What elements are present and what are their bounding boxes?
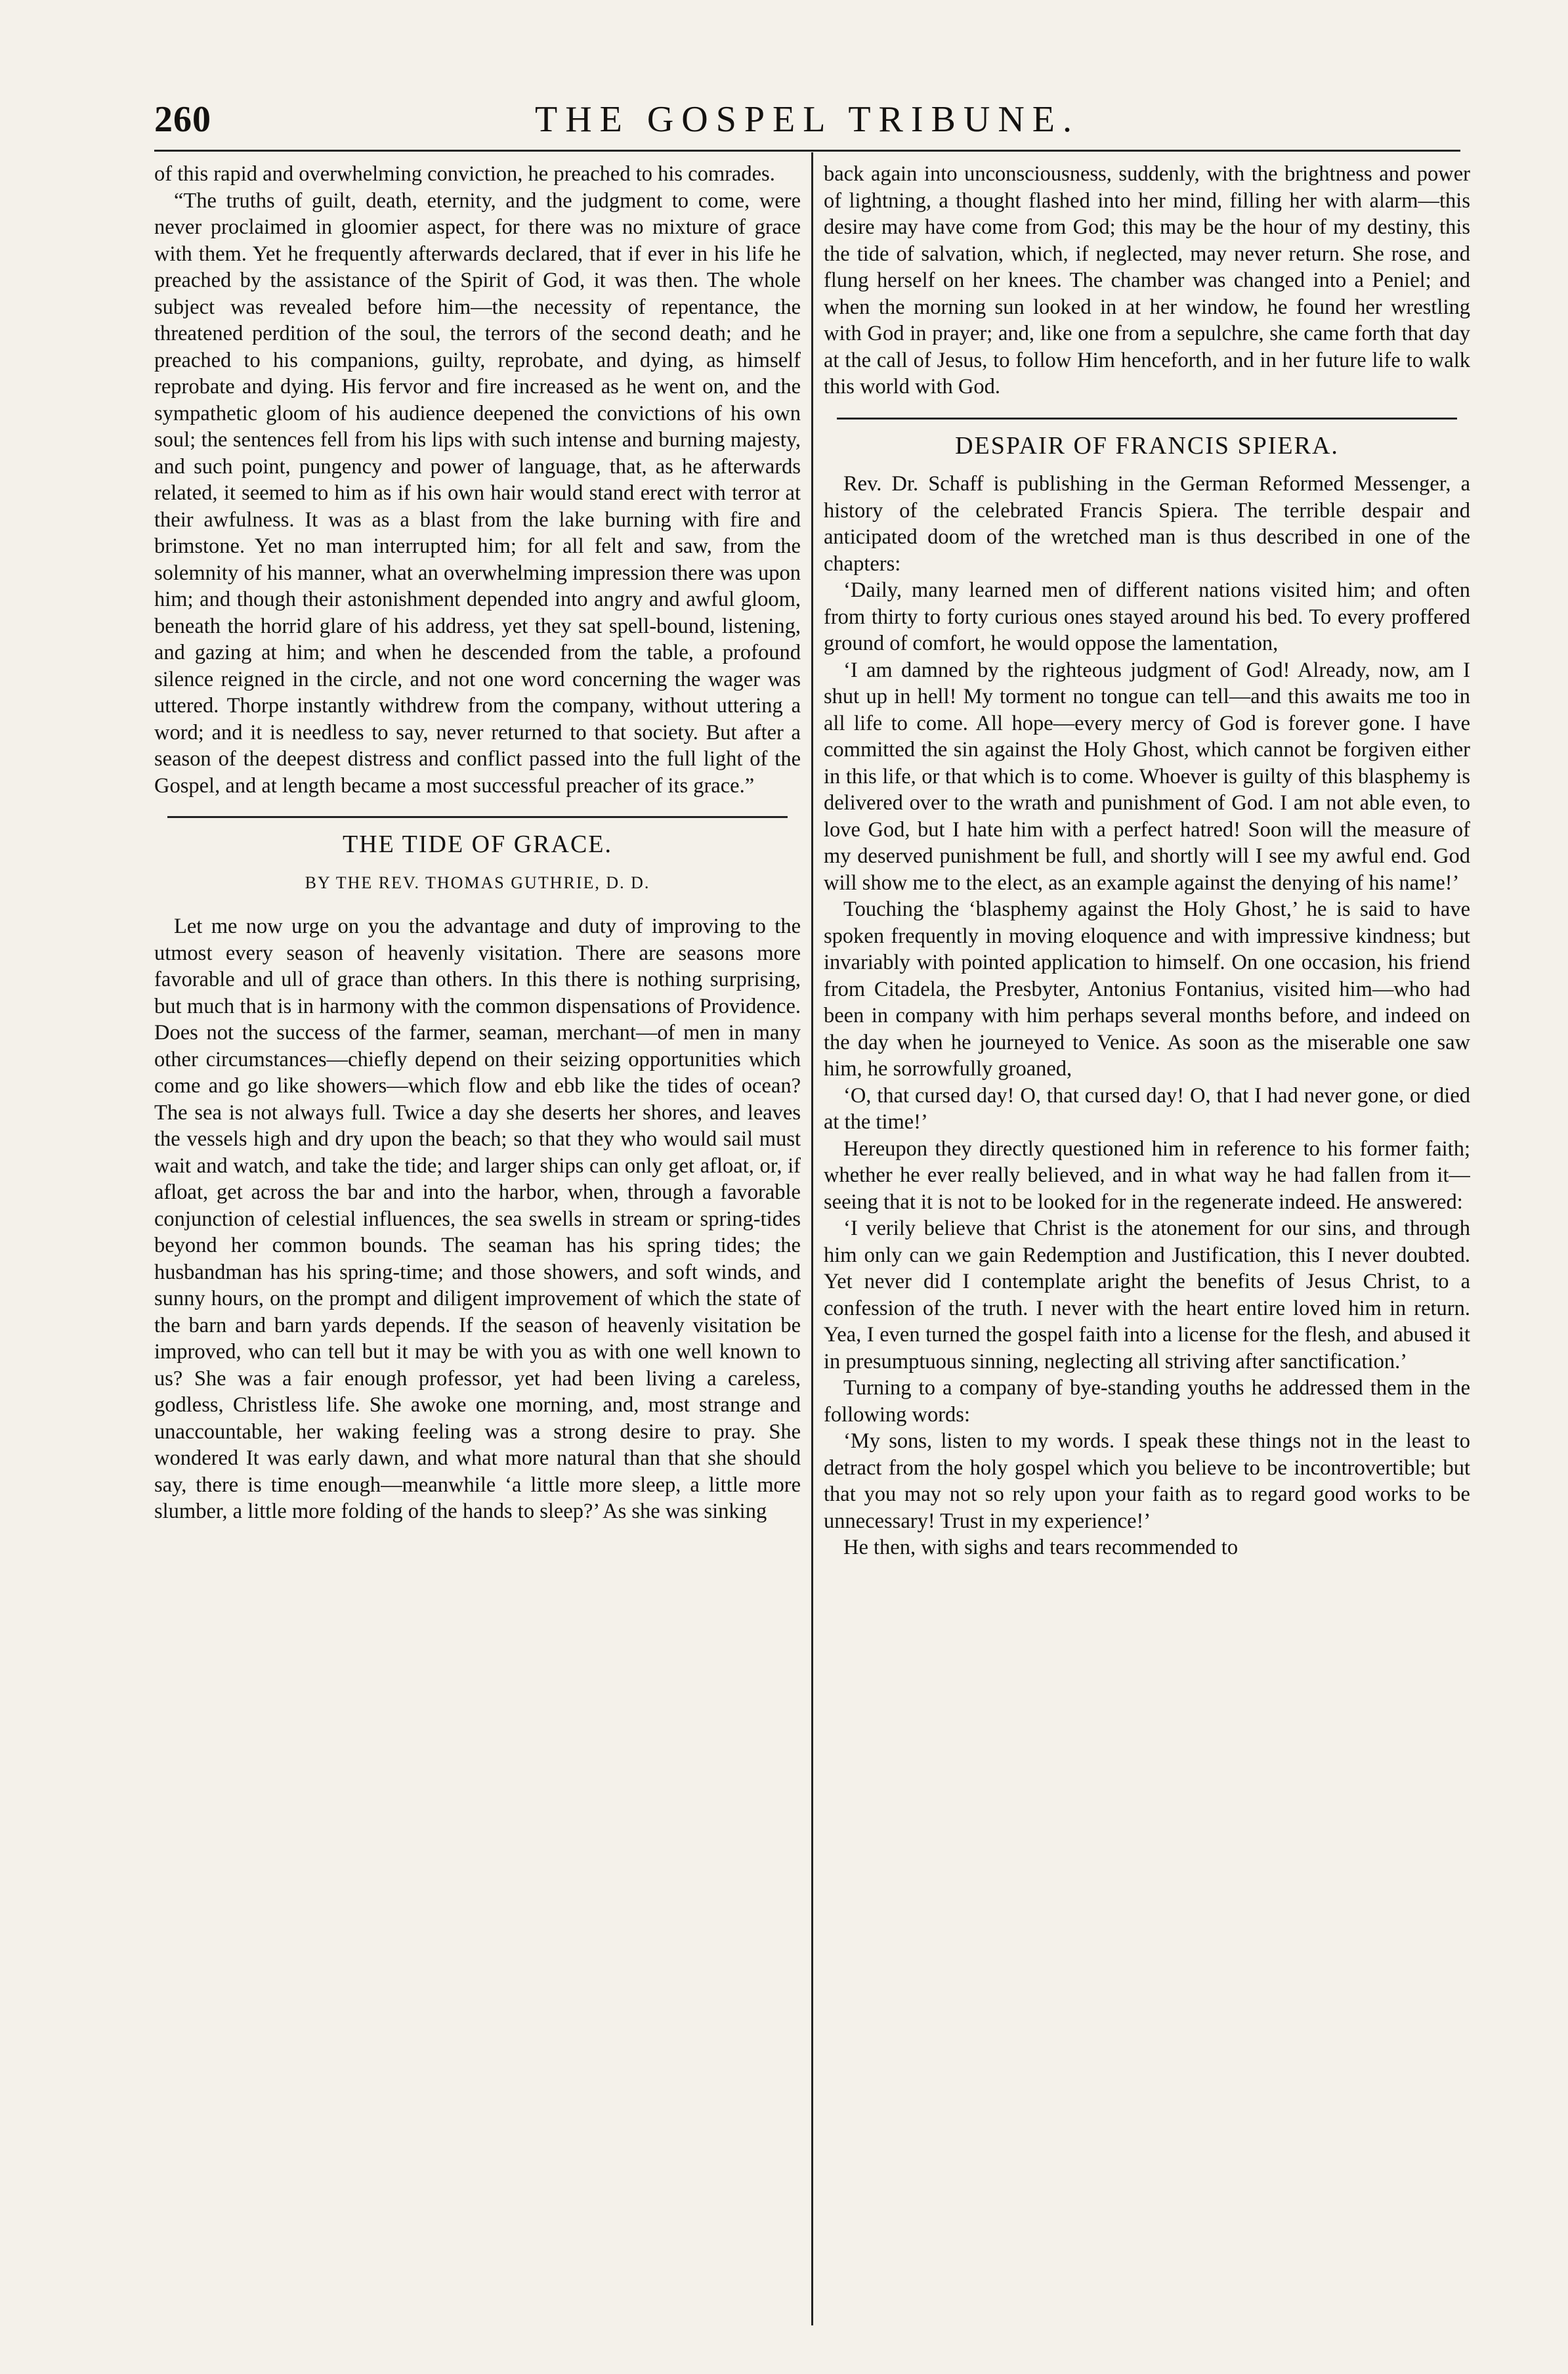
- right-column: [824, 161, 1470, 2314]
- paragraph: of this rapid and overwhelming conviction, he preached to his comrades.: [154, 162, 775, 186]
- section-divider: [837, 418, 1457, 420]
- paragraph: Rev. Dr. Schaff is publishing in the German Reformed Messenger, a history of the celebrated Francis Spiera. The terrible despair and anticipated doom of the wretched man is thus described in one of the chapters:: [824, 472, 1470, 576]
- paragraph: Turning to a company of bye-standing youths he addressed them in the following words:: [824, 1376, 1470, 1427]
- paragraph: ‘O, that cursed day! O, that cursed day! O, that I had never gone, or died at the time!’: [824, 1083, 1470, 1134]
- journal-title: THE GOSPEL TRIBUNE.: [535, 99, 1080, 140]
- left-column: [154, 161, 801, 2314]
- page-header: [154, 92, 1460, 144]
- paragraph: Hereupon they directly questioned him in reference to his former faith; whether he ever really believed, and in what way he had fallen from it—seeing that it is not to be looked for in the regenerate indeed. He answered:: [824, 1136, 1470, 1214]
- column-divider: [811, 152, 813, 2325]
- byline: BY THE REV. THOMAS GUTHRIE, D. D.: [305, 873, 650, 892]
- paragraph: ‘Daily, many learned men of different nations visited him; and often from thirty to forty curious ones stayed around his bed. To every proffered ground of comfort, he would oppose the lamentation,: [824, 578, 1470, 655]
- paragraph: Touching the ‘blasphemy against the Holy Ghost,’ he is said to have spoken frequently in moving eloquence and with impressive kindness; but invariably with pointed application to himself. On one occasion, his friend from Citadela, the Presbyter, Antonius Fontanius, visited him—who had been in company with him perhaps several months before, and indeed on the day when he journeyed to Venice. As soon as the miserable one saw him, he sorrowfully groaned,: [824, 897, 1470, 1081]
- article-title-despair-of-francis-spiera: DESPAIR OF FRANCIS SPIERA.: [955, 431, 1339, 460]
- page-number: 260: [154, 99, 211, 140]
- paragraph: He then, with sighs and tears recommended to: [843, 1536, 1239, 1559]
- article-title-tide-of-grace: THE TIDE OF GRACE.: [342, 831, 613, 858]
- paragraph: ‘I am damned by the righteous judgment of God! Already, now, am I shut up in hell! My torment no tongue can tell—and this awaits me too in all life to come. All hope—every mercy of God is forever gone. I have committed the sin against the Holy Ghost, which cannot be forgiven either in this life, or that which is to come. Whoever is guilty of this blasphemy is delivered over to the wrath and punishment of God. I am not able even, to love God, but I hate him with a perfect hatred! Soon will the measure of my deserved punishment be full, and shortly will I see my awful end. God will show me to the elect, as an example against the denying of his name!’: [824, 658, 1470, 895]
- paragraph: ‘My sons, listen to my words. I speak these things not in the least to detract from the holy gospel which you believe to be incontrovertible; but that you may not so rely upon your faith as to regard good works to be unnecessary! Trust in my experience!’: [824, 1429, 1470, 1533]
- paragraph: ‘I verily believe that Christ is the atonement for our sins, and through him only can we gain Redemption and Justification, this I never doubted. Yet never did I contemplate aright the benefits of Jesus Christ, to a confession of the truth. I never with the heart entire loved him in return. Yea, I even turned the gospel faith into a license for the flesh, and abused it in presumptuous sinning, neglecting all striving after sanctification.’: [824, 1217, 1470, 1373]
- section-divider: [167, 816, 788, 818]
- header-rule: [154, 150, 1460, 152]
- paragraph: “The truths of guilt, death, eternity, and the judgment to come, were never proclaimed in gloomier aspect, for there was no mixture of grace with them. Yet he frequently afterwards declared, that if ever in his life he preached by the assistance of the Spirit of God, it was then. The whole subject was revealed before him—the necessity of repentance, the threatened perdition of the soul, the terrors of the second death; and he preached to his companions, guilty, reprobate, and dying, as himself reprobate and dying. His fervor and fire increased as he went on, and the sympathetic gloom of his audience deepened the convictions of his own soul; the sentences fell from his lips with such intense and burning majesty, and such point, pungency and power of language, that, as he afterwards related, it seemed to him as if his own hair would stand erect with terror at their awfulness. It was as a blast from the lake burning with fire and brimstone. Yet no man interrupted him; for all felt and saw, from the solemnity of his manner, what an overwhelming impression there was upon him; and though their astonishment depended into angry and awful gloom, beneath the horrid glare of his address, yet they sat spell-bound, listening, and gazing at him; and when he descended from the table, a profound silence reigned in the circle, and not one word concerning the wager was uttered. Thorpe instantly withdrew from the company, without uttering a word; and it is needless to say, never returned to that society. But after a season of the deepest distress and conflict passed into the full light of the Gospel, and at length became a most successful preacher of its grace.”: [154, 188, 801, 798]
- paragraph: Let me now urge on you the advantage and duty of improving to the utmost every season of heavenly visitation. There are seasons more favorable and ull of grace than others. In this there is nothing surprising, but much that is in harmony with the common dispensations of Providence. Does not the success of the farmer, seaman, merchant—of men in many other circumstances—chiefly depend on their seizing opportunities which come and go like showers—which flow and ebb like the tides of ocean? The sea is not always full. Twice a day she deserts her shores, and leaves the vessels high and dry upon the beach; so that they who would sail must wait and watch, and take the tide; and larger ships can only get afloat, or, if afloat, get across the bar and into the harbor, when, through a favorable conjunction of celestial influences, the sea swells in stream or spring-tides beyond her common bounds. The seaman has his spring tides; the husbandman has his spring-time; and those showers, and soft winds, and sunny hours, on the prompt and diligent improvement of which the state of the barn and barn yards depends. If the season of heavenly visitation be improved, who can tell but it may be with you as with one well known to us? She was a fair enough professor, yet had been living a careless, godless, Christless life. She awoke one morning, and, most strange and unaccountable, her waking feeling was a strong desire to pray. She wondered It was early dawn, and what more natural than that she should say, there is time enough—meanwhile ‘a little more sleep, a little more slumber, a little more folding of the hands to sleep?’ As she was sinking: [154, 915, 801, 1523]
- paragraph: back again into unconsciousness, suddenly, with the brightness and power of lightning, a thought flashed into her mind, filling her with alarm—this desire may have come from God; this may be the hour of my destiny, this the tide of salvation, which, if neglected, may never return. She rose, and flung herself on her knees. The chamber was changed into a Peniel; and when the morning sun looked in at her window, he found her wrestling with God in prayer; and, like one from a sepulchre, she came forth that day at the call of Jesus, to follow Him henceforth, and in her future life to walk this world with God.: [824, 162, 1470, 399]
